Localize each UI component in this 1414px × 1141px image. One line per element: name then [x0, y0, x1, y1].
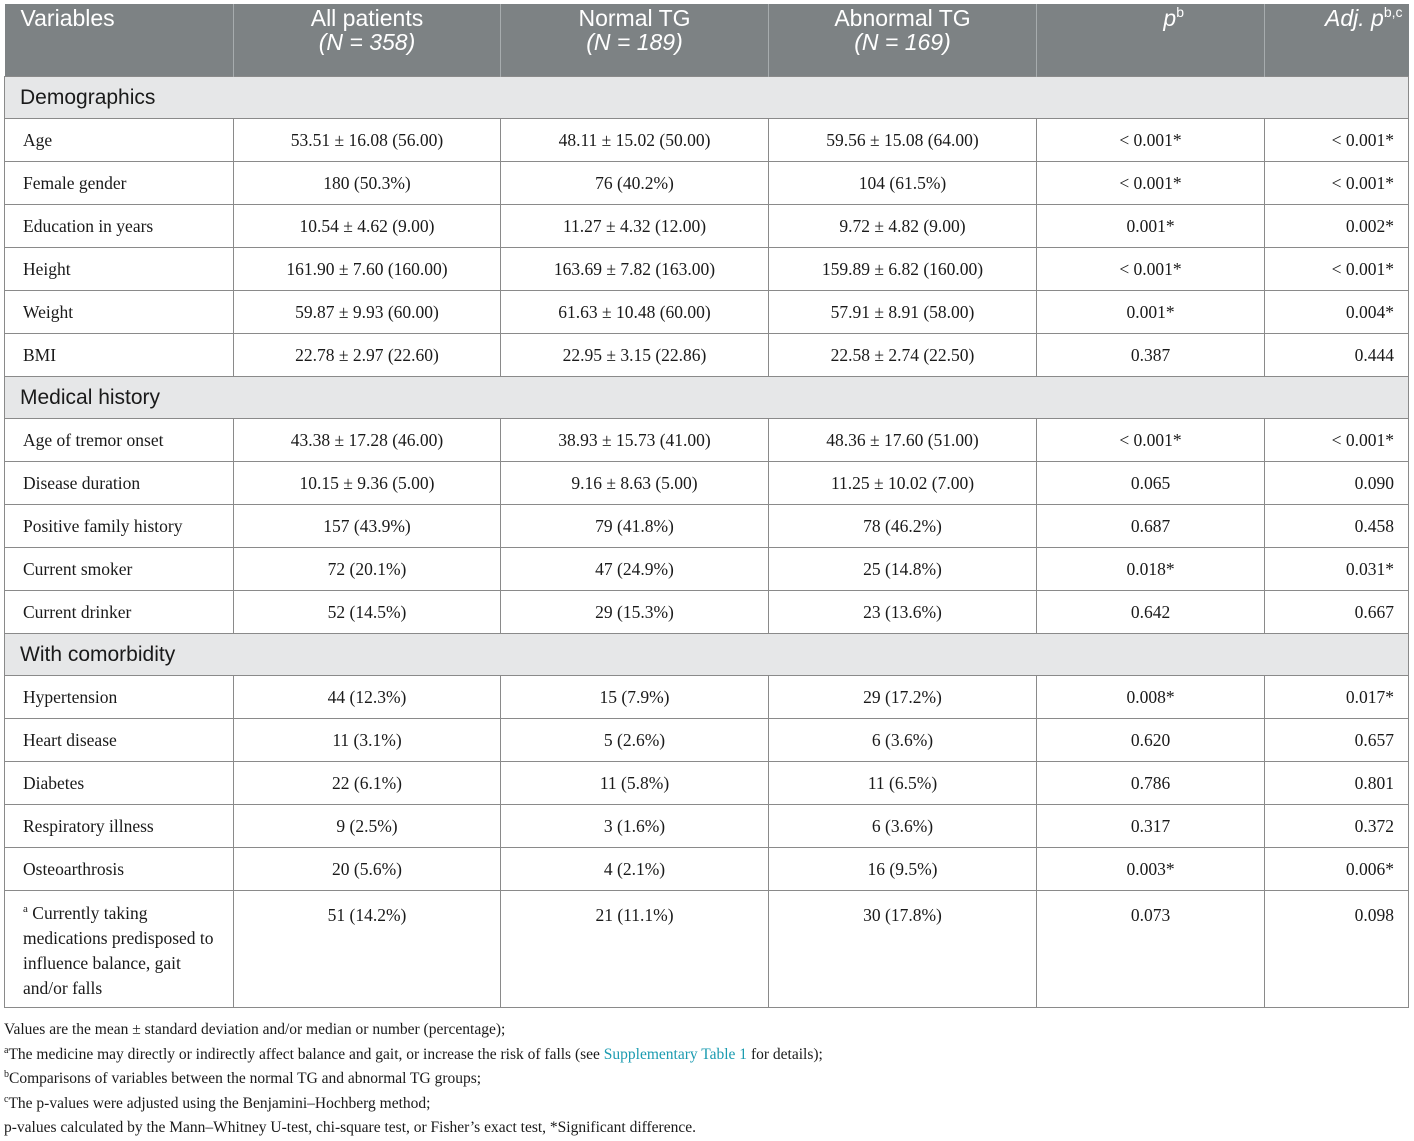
normal-tg-value: 21 (11.1%): [501, 891, 769, 1008]
table-container: [4, 4, 1408, 1008]
adj-p-value: 0.098: [1265, 891, 1409, 1008]
header-adj-p-sup: b,c: [1383, 4, 1403, 20]
variable-label: Education in years: [5, 205, 234, 248]
adj-p-value: 0.031*: [1265, 548, 1409, 591]
variable-label: BMI: [5, 334, 234, 377]
variable-label: Hypertension: [5, 676, 234, 719]
table-row: [5, 591, 1409, 634]
p-value: 0.786: [1037, 762, 1265, 805]
normal-tg-value: 15 (7.9%): [501, 676, 769, 719]
footnote-a-text-end: for details);: [747, 1045, 823, 1063]
footnote-c-sup: c: [4, 1093, 9, 1105]
normal-tg-value: 48.11 ± 15.02 (50.00): [501, 119, 769, 162]
header-p-label: p: [1163, 5, 1177, 31]
abnormal-tg-value: 11 (6.5%): [769, 762, 1037, 805]
table-row: [5, 762, 1409, 805]
abnormal-tg-value: 104 (61.5%): [769, 162, 1037, 205]
adj-p-value: 0.090: [1265, 462, 1409, 505]
header-all-n: (N = 358): [318, 29, 416, 55]
table-row: [5, 419, 1409, 462]
adj-p-value: 0.002*: [1265, 205, 1409, 248]
adj-p-value: < 0.001*: [1265, 162, 1409, 205]
all-patients-value: 22 (6.1%): [234, 762, 501, 805]
table-row: [5, 719, 1409, 762]
all-patients-value: 10.54 ± 4.62 (9.00): [234, 205, 501, 248]
footnote-values: Values are the mean ± standard deviation and/or median or number (percentage);: [4, 1021, 506, 1038]
p-value: 0.001*: [1037, 205, 1265, 248]
adj-p-value: 0.667: [1265, 591, 1409, 634]
footnote-pvalues: p-values calculated by the Mann–Whitney U-test, chi-square test, or Fisher’s exact test, *Significant difference.: [4, 1119, 696, 1136]
normal-tg-value: 47 (24.9%): [501, 548, 769, 591]
p-value: 0.687: [1037, 505, 1265, 548]
footnote-b-text: Comparisons of variables between the normal TG and abnormal TG groups;: [9, 1070, 482, 1087]
normal-tg-value: 163.69 ± 7.82 (163.00): [501, 248, 769, 291]
footnote-a-text: The medicine may directly or indirectly affect balance and gait, or increase the risk of falls (see: [8, 1045, 604, 1063]
p-value: 0.018*: [1037, 548, 1265, 591]
variable-label: Female gender: [5, 162, 234, 205]
all-patients-value: 157 (43.9%): [234, 505, 501, 548]
all-patients-value: 51 (14.2%): [234, 891, 501, 1008]
abnormal-tg-value: 9.72 ± 4.82 (9.00): [769, 205, 1037, 248]
normal-tg-value: 4 (2.1%): [501, 848, 769, 891]
p-value: 0.642: [1037, 591, 1265, 634]
all-patients-value: 22.78 ± 2.97 (22.60): [234, 334, 501, 377]
adj-p-value: 0.657: [1265, 719, 1409, 762]
header-adj-p-label: Adj. p: [1324, 5, 1384, 31]
abnormal-tg-value: 16 (9.5%): [769, 848, 1037, 891]
variable-label-text: Currently taking medications predisposed to influence balance, gait and/or falls: [23, 903, 214, 998]
p-value: 0.620: [1037, 719, 1265, 762]
all-patients-value: 11 (3.1%): [234, 719, 501, 762]
variable-label: Age: [5, 119, 234, 162]
all-patients-value: 20 (5.6%): [234, 848, 501, 891]
table-row: [5, 162, 1409, 205]
adj-p-value: 0.458: [1265, 505, 1409, 548]
normal-tg-value: 76 (40.2%): [501, 162, 769, 205]
header-all-title: All patients: [310, 5, 424, 31]
table-row: [5, 848, 1409, 891]
abnormal-tg-value: 23 (13.6%): [769, 591, 1037, 634]
table-row: [5, 676, 1409, 719]
all-patients-value: 10.15 ± 9.36 (5.00): [234, 462, 501, 505]
p-value: 0.387: [1037, 334, 1265, 377]
variable-label: Current drinker: [5, 591, 234, 634]
header-adj-p: [1265, 4, 1409, 77]
p-value: 0.073: [1037, 891, 1265, 1008]
p-value: 0.065: [1037, 462, 1265, 505]
abnormal-tg-value: 78 (46.2%): [769, 505, 1037, 548]
footnote-b: [4, 1067, 1408, 1092]
table-row: [5, 462, 1409, 505]
section-header-row: [5, 634, 1409, 676]
section-title: With comorbidity: [5, 634, 1409, 676]
footnote-b-sup: b: [4, 1069, 9, 1080]
section-header-row: [5, 377, 1409, 419]
footnote-a-sup: a: [4, 1044, 9, 1056]
abnormal-tg-value: 48.36 ± 17.60 (51.00): [769, 419, 1037, 462]
header-abnormal-n: (N = 169): [854, 29, 951, 55]
variable-label: Osteoarthrosis: [5, 848, 234, 891]
abnormal-tg-value: 29 (17.2%): [769, 676, 1037, 719]
adj-p-value: < 0.001*: [1265, 248, 1409, 291]
header-normal-tg: [501, 4, 769, 77]
all-patients-value: 59.87 ± 9.93 (60.00): [234, 291, 501, 334]
p-value: < 0.001*: [1037, 248, 1265, 291]
abnormal-tg-value: 59.56 ± 15.08 (64.00): [769, 119, 1037, 162]
supplementary-table-link[interactable]: Supplementary Table 1: [603, 1045, 748, 1063]
variable-label: [5, 891, 234, 1008]
adj-p-value: 0.801: [1265, 762, 1409, 805]
all-patients-value: 180 (50.3%): [234, 162, 501, 205]
abnormal-tg-value: 22.58 ± 2.74 (22.50): [769, 334, 1037, 377]
header-normal-title: Normal TG: [578, 5, 691, 31]
normal-tg-value: 38.93 ± 15.73 (41.00): [501, 419, 769, 462]
normal-tg-value: 9.16 ± 8.63 (5.00): [501, 462, 769, 505]
normal-tg-value: 5 (2.6%): [501, 719, 769, 762]
section-title: Demographics: [5, 77, 1409, 119]
table-row: [5, 248, 1409, 291]
normal-tg-value: 22.95 ± 3.15 (22.86): [501, 334, 769, 377]
table-row: [5, 119, 1409, 162]
normal-tg-value: 79 (41.8%): [501, 505, 769, 548]
all-patients-value: 161.90 ± 7.60 (160.00): [234, 248, 501, 291]
adj-p-value: 0.017*: [1265, 676, 1409, 719]
patient-characteristics-table: [4, 4, 1409, 1008]
table-row: [5, 891, 1409, 1008]
adj-p-value: 0.006*: [1265, 848, 1409, 891]
adj-p-value: 0.004*: [1265, 291, 1409, 334]
variable-label: Respiratory illness: [5, 805, 234, 848]
variable-label: Age of tremor onset: [5, 419, 234, 462]
header-p: [1037, 4, 1265, 77]
header-abnormal-tg: [769, 4, 1037, 77]
footnote-c-text: The p-values were adjusted using the Benjamini–Hochberg method;: [8, 1094, 431, 1112]
variable-label: Current smoker: [5, 548, 234, 591]
section-header-row: [5, 77, 1409, 119]
p-value: 0.001*: [1037, 291, 1265, 334]
abnormal-tg-value: 30 (17.8%): [769, 891, 1037, 1008]
table-row: [5, 548, 1409, 591]
abnormal-tg-value: 25 (14.8%): [769, 548, 1037, 591]
footnote-c: [4, 1092, 1408, 1117]
abnormal-tg-value: 159.89 ± 6.82 (160.00): [769, 248, 1037, 291]
table-row: [5, 505, 1409, 548]
adj-p-value: 0.372: [1265, 805, 1409, 848]
normal-tg-value: 11.27 ± 4.32 (12.00): [501, 205, 769, 248]
normal-tg-value: 11 (5.8%): [501, 762, 769, 805]
abnormal-tg-value: 6 (3.6%): [769, 805, 1037, 848]
normal-tg-value: 29 (15.3%): [501, 591, 769, 634]
all-patients-value: 44 (12.3%): [234, 676, 501, 719]
table-footnotes: [4, 1018, 1408, 1141]
variable-label: Height: [5, 248, 234, 291]
table-row: [5, 205, 1409, 248]
adj-p-value: < 0.001*: [1265, 419, 1409, 462]
table-row: [5, 291, 1409, 334]
normal-tg-value: 61.63 ± 10.48 (60.00): [501, 291, 769, 334]
variable-label: Weight: [5, 291, 234, 334]
p-value: 0.317: [1037, 805, 1265, 848]
variable-label-sup: a: [23, 903, 28, 915]
all-patients-value: 72 (20.1%): [234, 548, 501, 591]
variable-label: Disease duration: [5, 462, 234, 505]
table-body: [5, 77, 1409, 1008]
p-value: 0.003*: [1037, 848, 1265, 891]
header-row: [5, 4, 1409, 77]
p-value: 0.008*: [1037, 676, 1265, 719]
section-title: Medical history: [5, 377, 1409, 419]
all-patients-value: 43.38 ± 17.28 (46.00): [234, 419, 501, 462]
footnote-a: [4, 1043, 1408, 1068]
variable-label: Diabetes: [5, 762, 234, 805]
p-value: < 0.001*: [1037, 162, 1265, 205]
header-p-sup: b: [1176, 4, 1184, 20]
table-row: [5, 805, 1409, 848]
all-patients-value: 52 (14.5%): [234, 591, 501, 634]
p-value: < 0.001*: [1037, 419, 1265, 462]
header-abnormal-title: Abnormal TG: [834, 5, 971, 31]
p-value: < 0.001*: [1037, 119, 1265, 162]
adj-p-value: < 0.001*: [1265, 119, 1409, 162]
header-all-patients: [234, 4, 501, 77]
abnormal-tg-value: 57.91 ± 8.91 (58.00): [769, 291, 1037, 334]
normal-tg-value: 3 (1.6%): [501, 805, 769, 848]
variable-label: Positive family history: [5, 505, 234, 548]
variable-label: Heart disease: [5, 719, 234, 762]
all-patients-value: 9 (2.5%): [234, 805, 501, 848]
abnormal-tg-value: 11.25 ± 10.02 (7.00): [769, 462, 1037, 505]
header-variables: Variables: [5, 4, 234, 77]
adj-p-value: 0.444: [1265, 334, 1409, 377]
abnormal-tg-value: 6 (3.6%): [769, 719, 1037, 762]
table-row: [5, 334, 1409, 377]
all-patients-value: 53.51 ± 16.08 (56.00): [234, 119, 501, 162]
header-normal-n: (N = 189): [586, 29, 683, 55]
